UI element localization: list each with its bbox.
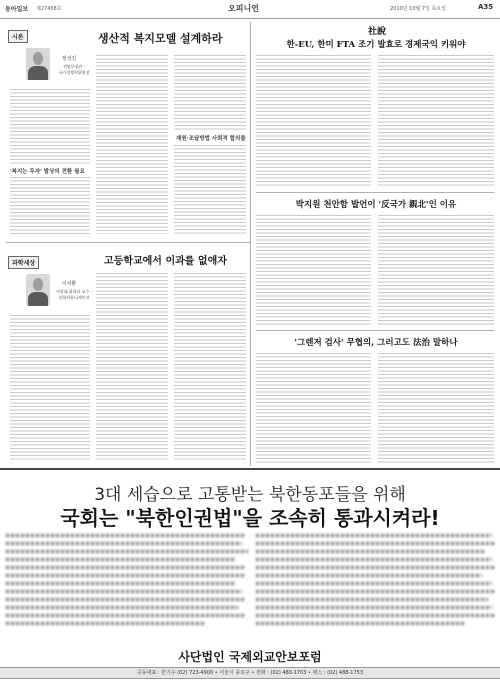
editorial-section [252, 18, 500, 468]
article-body-text [96, 54, 168, 234]
ad-body-text [6, 534, 494, 634]
page-number: A35 [478, 3, 494, 11]
newspaper-logo: 동아일보 [5, 6, 29, 13]
author-name: 이덕환 [61, 281, 77, 287]
author-name: 정성진 [61, 56, 77, 62]
editorial-title-3: '그렌저 검사' 무협의, 그러고도 法治 말하나 [294, 338, 458, 348]
column-opinion-2 [0, 244, 250, 466]
ad-organization: 사단법인 국제외교안보포럼 [178, 650, 322, 664]
editorial-title-1: 한-EU, 한미 FTA 조기 발효로 경제국익 키워야 [286, 40, 466, 50]
article-body-text [10, 176, 90, 234]
article-subhead: 재원·조달방법 사회적 합의를 [176, 136, 246, 142]
section-divider [250, 22, 251, 466]
author-photo [26, 274, 50, 306]
author-photo [26, 48, 50, 80]
ad-contact-info: 공동대표 : 한기우 (02) 723-4900 • 서울시 종로구 • 전화 : (02) 480-1703 • 팩스 : (02) 488-1753 [0, 667, 500, 679]
article-body-text [96, 272, 168, 460]
article-body-text [174, 144, 246, 234]
column-divider [6, 242, 250, 243]
page-masthead [0, 0, 500, 19]
article-body-text [174, 54, 246, 130]
editorial-divider [256, 330, 494, 331]
article-subhead: '복지는 투자' 발상의 전환 필요 [10, 169, 85, 175]
article-title: 생산적 복지모델 설계하라 [98, 32, 223, 45]
column-opinion-1 [0, 18, 250, 238]
column-tag: 시론 [8, 30, 28, 43]
issue-number: 제27458호 [36, 6, 62, 12]
editorial-divider [256, 192, 494, 193]
article-title: 고등학교에서 이과를 없애자 [104, 256, 227, 267]
article-body-text [10, 314, 90, 460]
editorial-body-text [256, 54, 371, 188]
editorial-body-text [378, 214, 494, 326]
ad-headline-2: 국회는 "북한인권법"을 조속히 통과시켜라! [60, 506, 440, 530]
article-body-text [10, 88, 90, 164]
author-affiliation: 전법무장관 · 국가경쟁력위원장 [58, 64, 90, 75]
editorial-body-text [378, 352, 494, 464]
editorial-label: 社說 [367, 27, 386, 37]
editorial-body-text [378, 54, 494, 188]
editorial-body-text [256, 214, 371, 326]
ad-headline-1: 3대 세습으로 고통받는 북한동포들을 위해 [94, 485, 406, 505]
section-title: 오피니언 [228, 4, 259, 13]
article-body-text [174, 272, 246, 460]
editorial-body-text [256, 352, 371, 464]
advertisement [0, 468, 500, 693]
editorial-title-2: 박지원 천안함 발언이 '反국가 親北'인 이유 [295, 200, 457, 210]
author-affiliation: 서강대 화학과 교수 · 과학커뮤니케이션 [56, 289, 92, 300]
publication-date: 2010년 10월 7일 목요일 [390, 6, 447, 12]
column-tag: 과학세상 [8, 256, 39, 269]
